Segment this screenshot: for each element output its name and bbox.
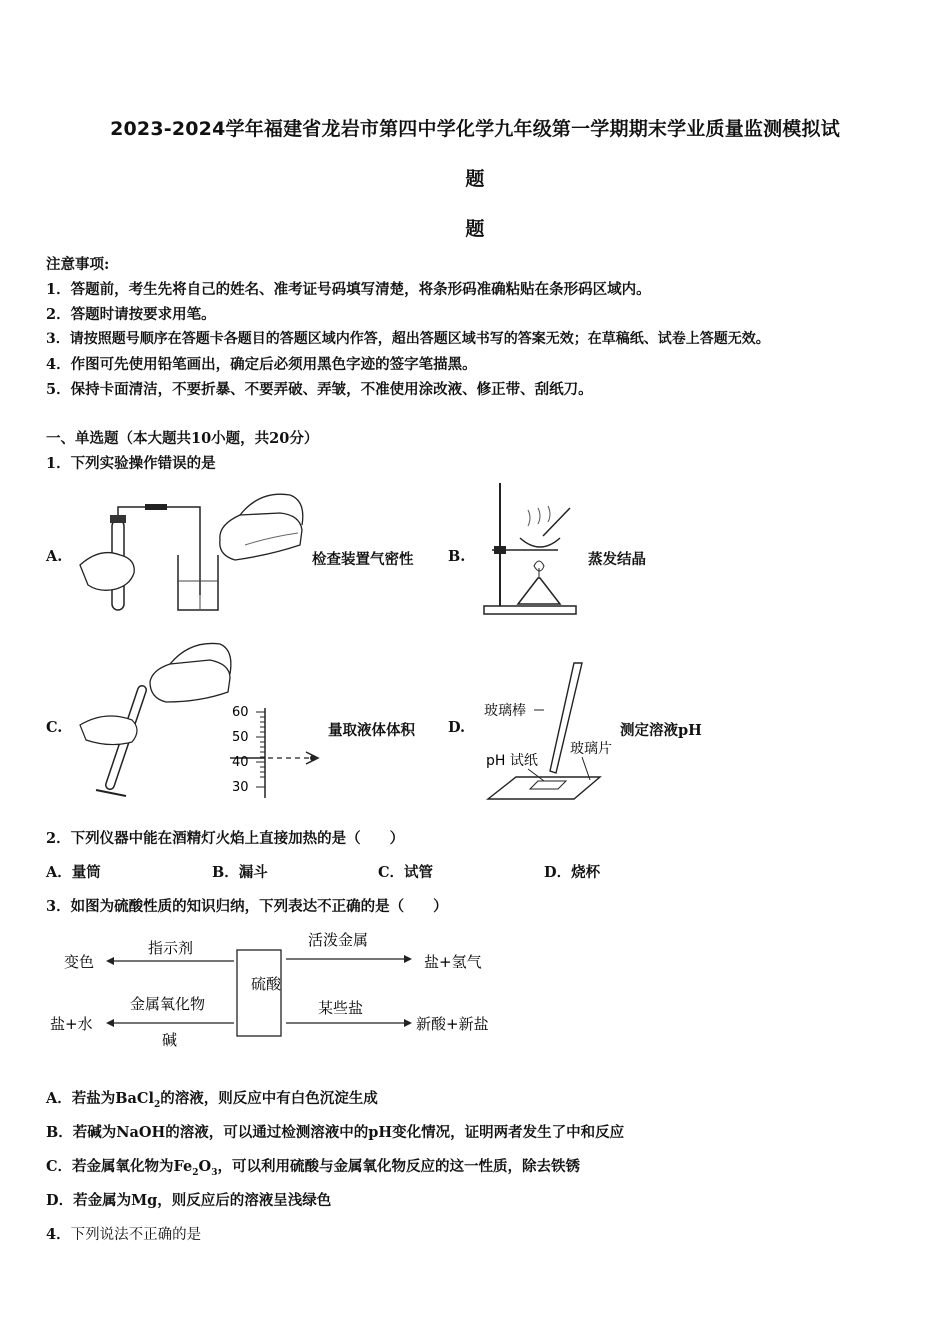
notice-item: 1．答题前，考生先将自己的姓名、准考证号码填写清楚，将条形码准确粘贴在条形码区域内。 [46,281,651,298]
sulfuric-acid-property-diagram [44,925,514,1055]
question-1-stem: 1．下列实验操作错误的是 [46,455,216,472]
scale-tick-label: 50 [232,730,249,745]
notice-heading: 注意事项: [46,256,110,273]
q3-option-b: B．若碱为NaOH的溶液，可以通过检测溶液中的pH变化情况，证明两者发生了中和反应 [46,1124,625,1141]
q2-option: D．烧杯 [544,864,601,881]
metal-oxide-label: 金属氧化物 [130,995,206,1013]
q2-option: A．量筒 [46,864,101,881]
center-label: 硫酸 [251,975,282,993]
q1-option-a-caption: 检查装置气密性 [312,551,414,568]
some-salts-label: 某些盐 [318,999,364,1017]
question-2-stem: 2．下列仪器中能在酒精灯火焰上直接加热的是（ ） [46,830,405,847]
notice-item: 2．答题时请按要求用笔。 [46,306,216,323]
glass-plate-label: 玻璃片 [570,741,612,757]
glass-rod-label: 玻璃棒 [484,703,526,719]
color-change-result: 变色 [64,953,95,971]
active-metal-label: 活泼金属 [308,931,369,949]
measuring-cylinder-figure [70,640,330,800]
page-title: 2023-2024学年福建省龙岩市第四中学化学九年级第一学期期末学业质量监测模拟试 [110,118,840,140]
notice-item: 5．保持卡面清洁，不要折暴、不要弄破、弄皱，不准使用涂改液、修正带、刮纸刀。 [46,381,593,398]
q1-option-b-caption: 蒸发结晶 [588,551,646,568]
q2-option: C．试管 [378,864,434,881]
scale-tick-label: 30 [232,780,249,795]
ph-paper-label: pH 试纸 [486,753,538,769]
base-label: 碱 [162,1031,178,1049]
section-heading: 一、单选题（本大题共10小题，共20分） [46,430,319,447]
q3-option-c: C．若金属氧化物为$Fe_2O_3$，可以利用硫酸与金属氧化物反应的这一性质，除去铁锈 [46,1158,580,1178]
scale-tick-label: 40 [232,755,249,770]
q1-option-d-caption: 测定溶液pH [620,722,702,739]
q1-option-d-letter: D. [448,719,466,736]
page-title-continued: 题 [465,168,485,190]
q3-option-d: D．若金属为Mg，则反应后的溶液呈浅绿色 [46,1192,332,1209]
notice-item: 4．作图可先使用铅笔画出，确定后必须用黑色字迹的签字笔描黑。 [46,356,477,373]
airtightness-check-figure [70,485,310,620]
q1-option-b-letter: B. [448,548,466,565]
indicator-label: 指示剂 [148,939,194,957]
q2-option: B．漏斗 [212,864,268,881]
ph-test-figure [478,655,623,805]
question-4-stem: 4．下列说法不正确的是 [46,1226,202,1243]
salt-hydrogen-result: 盐+氢气 [424,953,482,971]
q3-option-a: A．若盐为BaCl$_2$的溶液，则反应中有白色沉淀生成 [46,1090,378,1110]
sulfuric-acid-box [237,950,281,1036]
q1-option-c-caption: 量取液体体积 [328,722,415,739]
new-acid-new-salt-result: 新酸+新盐 [416,1015,489,1033]
page-title-repeat: 题 [465,218,485,240]
q1-option-a-letter: A. [46,548,63,565]
salt-water-result: 盐+水 [50,1015,93,1033]
scale-tick-label: 60 [232,705,249,720]
notice-item: 3．请按照题号顺序在答题卡各题目的答题区域内作答，超出答题区域书写的答案无效；在草稿纸、试卷上答题无效。 [46,331,770,347]
q1-option-c-letter: C. [46,719,63,736]
evaporation-figure [478,478,588,618]
question-3-stem: 3．如图为硫酸性质的知识归纳，下列表达不正确的是（ ） [46,898,448,915]
